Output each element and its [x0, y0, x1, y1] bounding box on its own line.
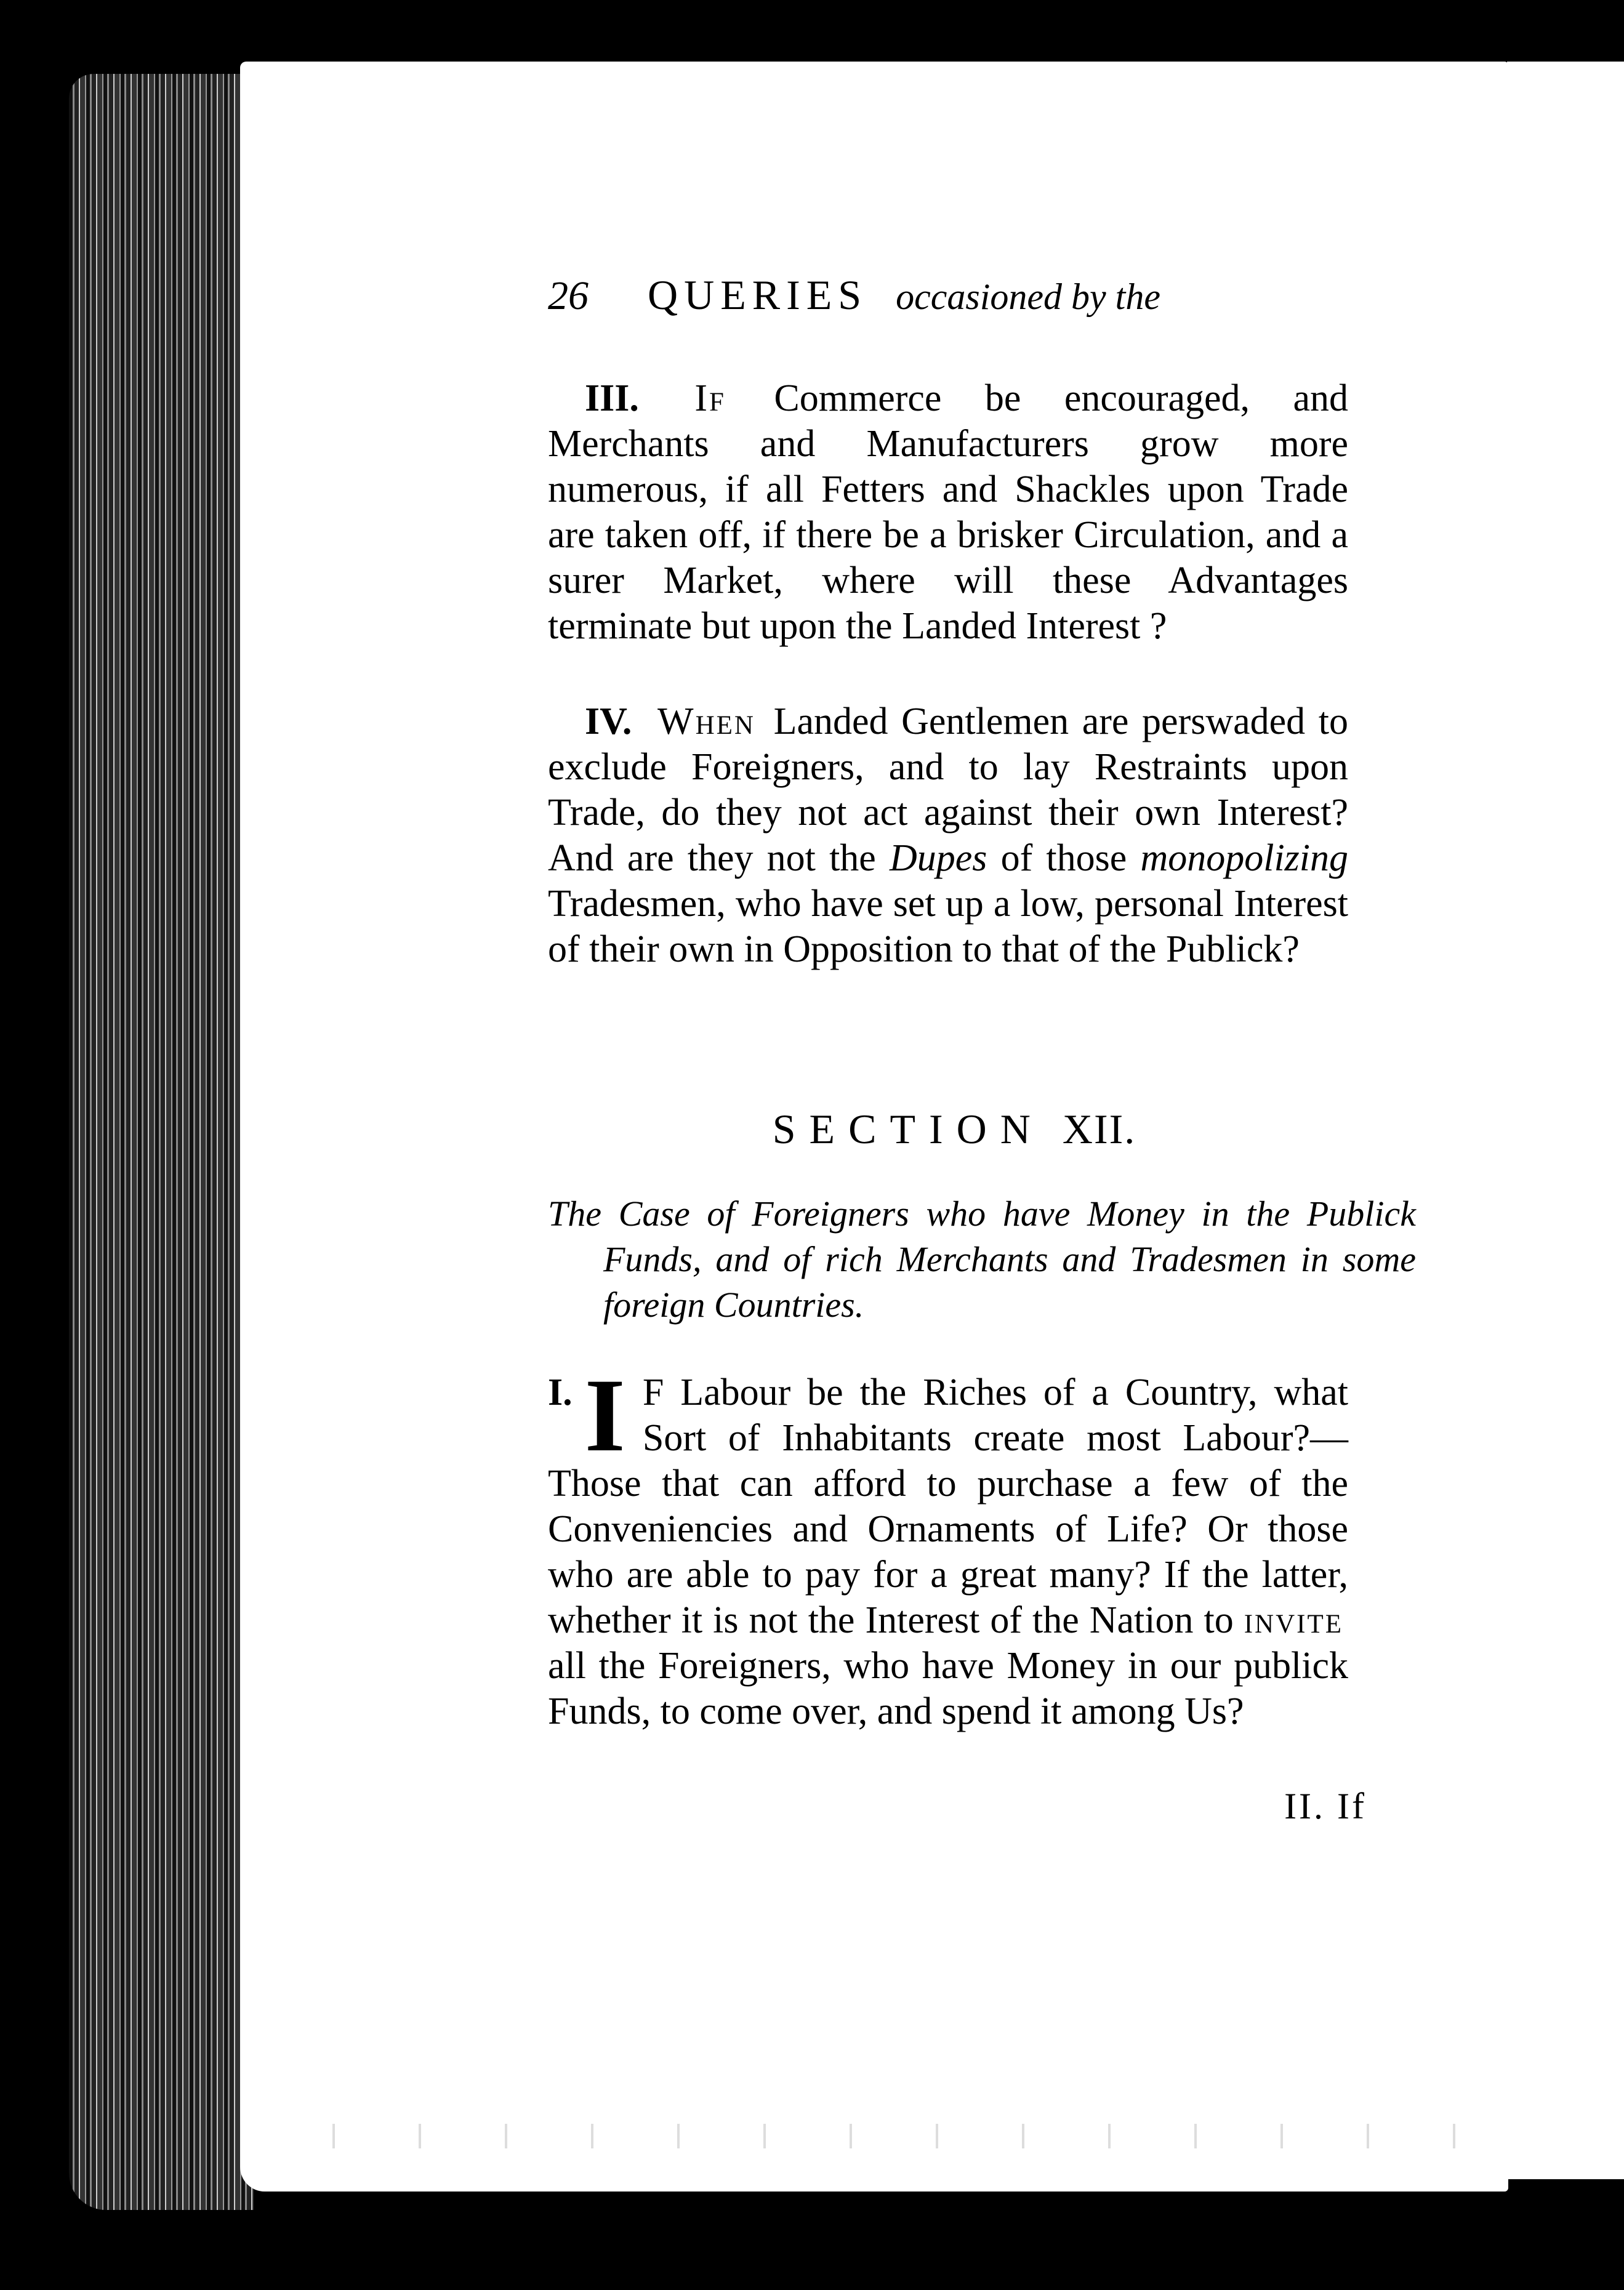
paragraph-text: F Labour be the Riches of a Country, what Sort of Inhabitants create most Labour?—Those that can afford to purchase a few of the Conveniencies and Ornaments of Life? Or those who are able to pay for a great many? If the latter, whether it is not the Interest of the Nation to [548, 1372, 1348, 1641]
paragraph-text: all the Foreigners, who have Money in our publick Funds, to come over, and spend it among Us? [548, 1645, 1348, 1732]
section-label: SECTION [772, 1106, 1044, 1152]
paragraph-iii [548, 376, 1348, 649]
section-heading [548, 1105, 1361, 1154]
facing-page-edge [1502, 62, 1624, 2179]
paragraph-i [548, 1357, 1348, 1734]
running-head-caps: QUERIES [648, 271, 868, 318]
catchword: II. If [1284, 1786, 1367, 1826]
running-head-italic: occasioned by the [896, 276, 1160, 317]
paragraph-number: IV. [585, 701, 632, 742]
running-head [548, 271, 1237, 320]
paragraph-number: III. [585, 377, 639, 419]
paragraph-number: I. [548, 1372, 573, 1413]
paragraph-text: Tradesmen, who have set up a low, personal Interest of their own in Opposition to that of the Publick? [548, 883, 1348, 970]
page-number: 26 [548, 273, 589, 318]
paragraph-text: Commerce be encouraged, and Merchants and Manufacturers grow more numerous, if all Fetters and Shackles upon Trade are taken off, if there be a brisker Circulation, and a surer Market, where will these Advantages terminate but upon the Landed Interest ? [548, 377, 1349, 647]
emphasis-monopolizing: monopolizing [1140, 837, 1349, 879]
page-bottom-marks [295, 2124, 1465, 2148]
paragraph-text: of those [1000, 837, 1127, 879]
paragraph-lead-word: When [657, 701, 755, 742]
drop-cap: I [584, 1357, 625, 1473]
section-number: XII. [1062, 1106, 1136, 1152]
paragraph-lead-word: If [694, 377, 726, 419]
paragraph-iv [548, 699, 1348, 972]
section-title: The Case of Foreigners who have Money in the Publick Funds, and of rich Merchants and Tradesmen in some foreign Countries. [548, 1194, 1416, 1325]
book-edge-pages [69, 74, 254, 2210]
emphasis-dupes: Dupes [889, 837, 987, 879]
small-caps-invite: invite [1244, 1599, 1343, 1641]
paragraph-text: Landed Gentlemen are perswaded to exclude Foreigners, and to lay Restraints upon Trade, do they not act against their own Interest? And are they not the [548, 701, 1348, 879]
